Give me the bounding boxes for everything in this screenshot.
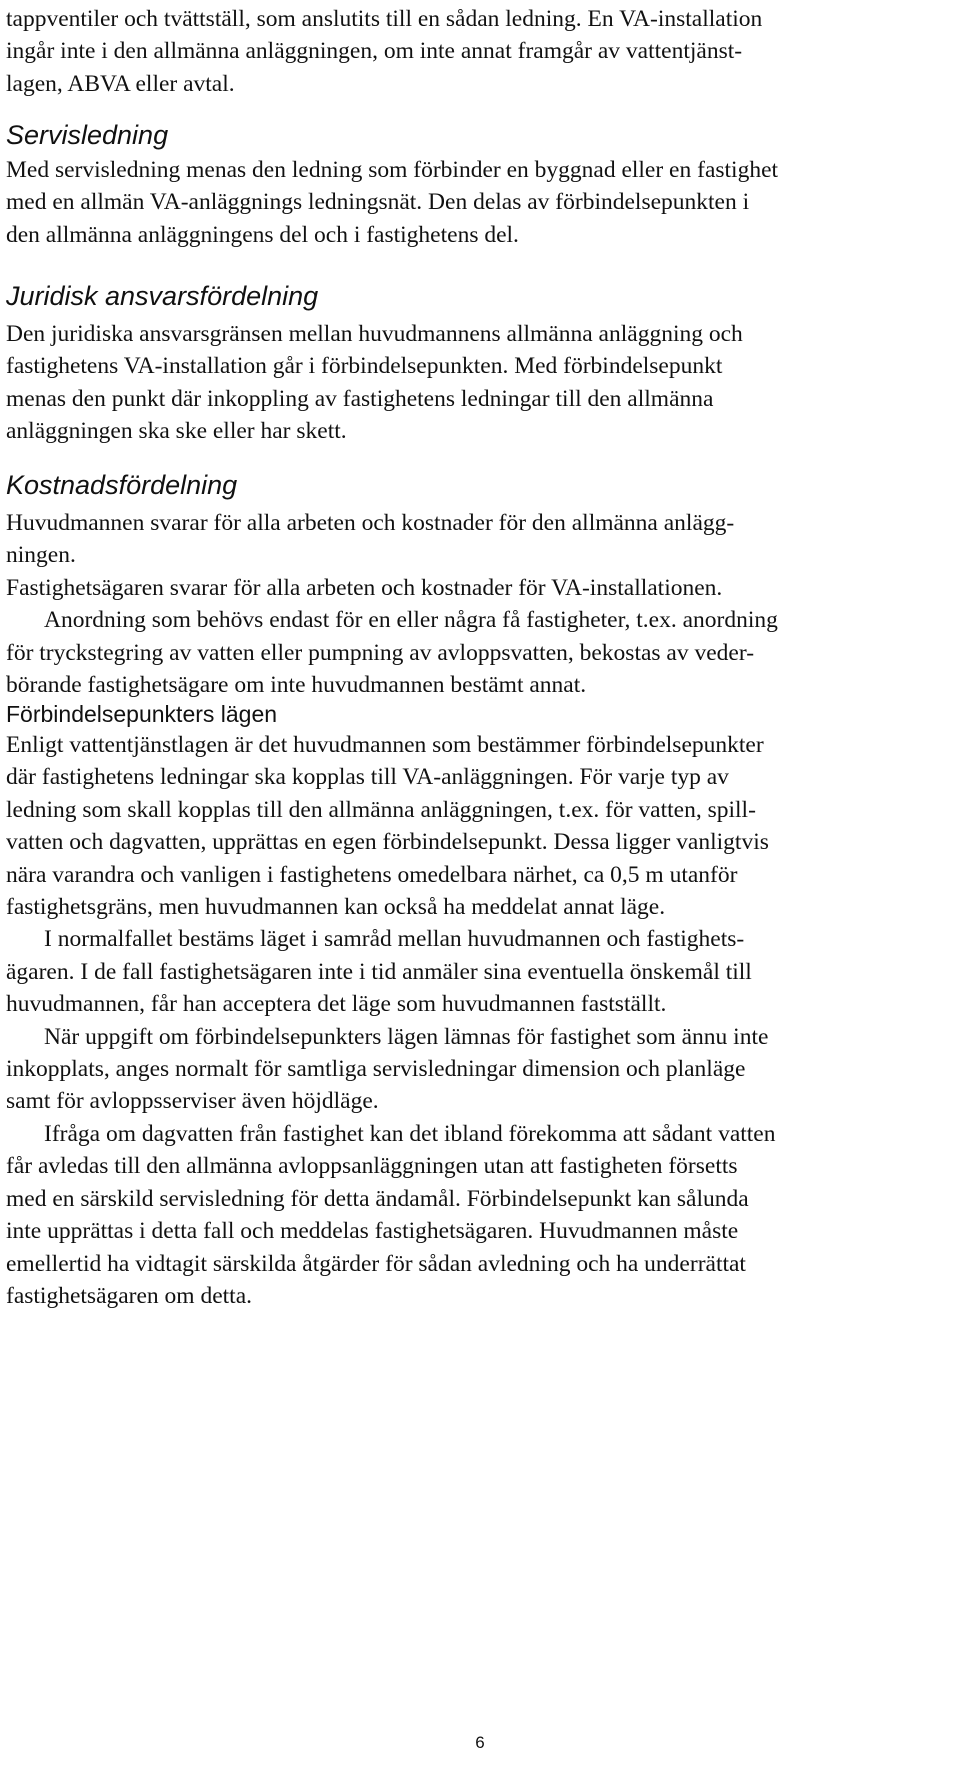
text-line: Fastighetsägaren svarar för alla arbeten och kostnader för VA-installationen.: [6, 574, 723, 601]
text-line: ningen.: [6, 542, 76, 569]
text-line: tappventiler och tvättställ, som anslutits till en sådan ledning. En VA-installation: [6, 6, 763, 32]
text-line: emellertid ha vidtagit särskilda åtgärder för sådan avledning och ha underrättat: [6, 1250, 746, 1277]
intro-paragraph: [6, 3, 762, 100]
page-number: 6: [475, 1733, 485, 1752]
text-line: huvudmannen, får han acceptera det läge som huvudmannen fastställt.: [6, 991, 667, 1018]
text-line: fastighetsägaren om detta.: [6, 1282, 253, 1309]
kostnad-paragraph-2: [6, 572, 778, 604]
heading-forbindelsepunkters-lagen: Förbindelsepunkters lägen: [6, 701, 278, 727]
kostnad-paragraph-1: [6, 507, 778, 572]
text-line: ledning som skall kopplas till den allmänna anläggningen, t.ex. för vatten, spill-: [6, 796, 756, 823]
text-line: Enligt vattentjänstlagen är det huvudmannen som bestämmer förbindelsepunkter: [6, 732, 764, 758]
text-line: Den juridiska ansvarsgränsen mellan huvudmannens allmänna anläggning och: [6, 321, 743, 347]
text-line: När uppgift om förbindelsepunkters lägen lämnas för fastighet som ännu inte: [44, 1023, 769, 1050]
lagen-paragraph-3: [6, 1021, 775, 1118]
heading-juridisk-ansvarsfordelning: Juridisk ansvarsfördelning: [6, 281, 319, 311]
text-line: Ifråga om dagvatten från fastighet kan det ibland förekomma att sådant vatten: [44, 1120, 776, 1147]
text-line: lagen, ABVA eller avtal.: [6, 70, 235, 97]
lagen-paragraph-4: [6, 1118, 775, 1312]
text-line: vatten och dagvatten, upprättas en egen förbindelsepunkt. Dessa ligger vanligtvis: [6, 829, 769, 856]
lagen-section: [6, 729, 775, 1312]
lagen-paragraph-1: [6, 729, 775, 923]
text-line: börande fastighetsägare om inte huvudmannen bestämt annat.: [6, 672, 587, 699]
text-line: ägaren. I de fall fastighetsägaren inte i tid anmäler sina eventuella önskemål till: [6, 958, 752, 985]
text-line: samt för avloppsserviser även höjdläge.: [6, 1088, 379, 1115]
heading-servisledning: Servisledning: [6, 120, 169, 150]
text-line: I normalfallet bestäms läget i samråd mellan huvudmannen och fastighets-: [44, 926, 745, 953]
text-line: Med servisledning menas den ledning som förbinder en byggnad eller en fastighet: [6, 157, 779, 183]
lagen-paragraph-2: [6, 923, 775, 1020]
text-line: Anordning som behövs endast för en eller några få fastigheter, t.ex. anordning: [44, 607, 778, 634]
text-line: fastighetens VA-installation går i förbindelsepunkten. Med förbindelsepunkt: [6, 353, 723, 380]
text-line: för tryckstegring av vatten eller pumpning av avloppsvatten, bekostas av veder-: [6, 639, 755, 666]
text-line: ingår inte i den allmänna anläggningen, om inte annat framgår av vattentjänst-: [6, 38, 743, 65]
text-line: med en särskild servisledning för detta ändamål. Förbindelsepunkt kan sålunda: [6, 1185, 749, 1212]
juridisk-paragraph: [6, 318, 743, 448]
text-line: inkopplats, anges normalt för samtliga servisledningar dimension och planläge: [6, 1056, 746, 1083]
heading-kostnadsfordelning: Kostnadsfördelning: [6, 470, 238, 500]
kostnad-paragraph-3: [6, 604, 778, 701]
text-line: fastighetsgräns, men huvudmannen kan också ha meddelat annat läge.: [6, 894, 666, 921]
text-line: inte upprättas i detta fall och meddelas fastighetsägaren. Huvudmannen måste: [6, 1218, 739, 1245]
text-line: anläggningen ska ske eller har skett.: [6, 418, 347, 445]
text-line: nära varandra och vanligen i fastighetens omedelbara närhet, ca 0,5 m utanför: [6, 861, 738, 888]
servisledning-paragraph: [6, 154, 778, 251]
text-line: menas den punkt där inkoppling av fastighetens ledningar till den allmänna: [6, 385, 714, 412]
text-line: den allmänna anläggningens del och i fastighetens del.: [6, 221, 519, 248]
text-line: där fastighetens ledningar ska kopplas till VA-anläggningen. För varje typ av: [6, 764, 729, 791]
kostnad-section: [6, 507, 778, 701]
text-line: med en allmän VA-anläggnings ledningsnät. Den delas av förbindelsepunkten i: [6, 189, 750, 216]
text-line: får avledas till den allmänna avloppsanläggningen utan att fastigheten försetts: [6, 1153, 738, 1180]
text-line: Huvudmannen svarar för alla arbeten och kostnader för den allmänna anlägg-: [6, 510, 735, 536]
